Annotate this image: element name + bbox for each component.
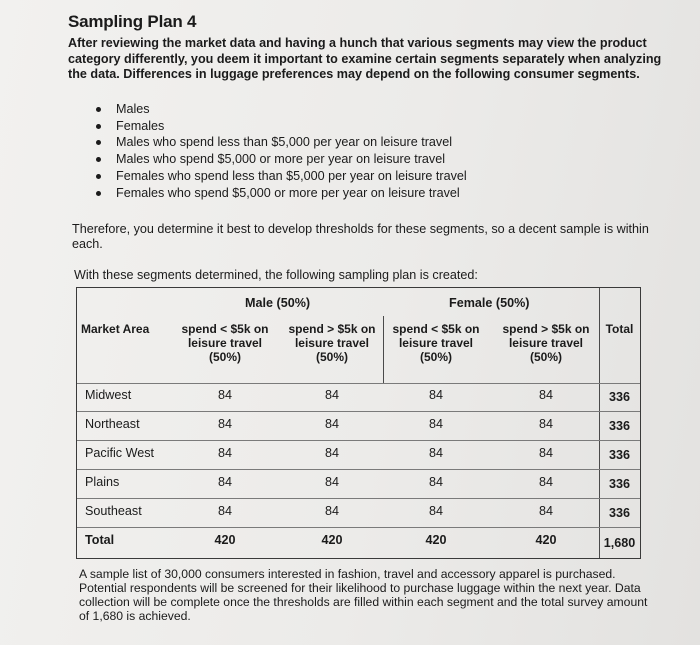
column-header-female-over-5k: spend > $5k on leisure travel (50%) <box>502 322 590 364</box>
table-cell-area: Total <box>85 533 115 547</box>
table-cell: 84 <box>217 475 232 489</box>
table-cell-area: Plains <box>85 475 120 489</box>
page-title: Sampling Plan 4 <box>68 12 197 31</box>
sampling-plan-table <box>76 287 641 559</box>
column-header-female-under-5k: spend < $5k on leisure travel (50%) <box>392 322 480 364</box>
table-cell-total: 1,680 <box>603 536 636 550</box>
list-item <box>94 151 467 168</box>
grid-line <box>77 440 640 441</box>
list-item <box>94 101 467 118</box>
bullet-icon <box>96 174 101 179</box>
table-cell: 84 <box>324 388 339 402</box>
table-cell: 420 <box>535 533 557 547</box>
table-cell: 84 <box>538 504 553 518</box>
column-header-market-area: Market Area <box>81 322 150 336</box>
table-cell: 84 <box>538 388 553 402</box>
table-cell-total: 336 <box>608 448 630 462</box>
bullet-icon <box>96 157 101 162</box>
table-cell-area: Northeast <box>85 417 140 431</box>
table-cell-area: Pacific West <box>85 446 155 460</box>
table-cell: 84 <box>538 417 553 431</box>
table-cell: 84 <box>217 446 232 460</box>
table-cell-total: 336 <box>608 390 630 404</box>
grid-line <box>77 411 640 412</box>
table-cell: 84 <box>324 417 339 431</box>
table-cell: 84 <box>428 446 443 460</box>
column-header-male-over-5k: spend > $5k on leisure travel (50%) <box>288 322 376 364</box>
segment-text: Males who spend less than $5,000 per year on leisure travel <box>116 135 453 150</box>
list-item <box>94 185 467 202</box>
intro-paragraph: After reviewing the market data and having a hunch that various segments may view the product category differently, you deem it important to examine certain segments separately when analyzing the data. Differences in luggage preferences may depend on the following consumer segments. <box>68 36 662 82</box>
segment-text: Males <box>116 102 150 116</box>
group-header-male: Male (50%) <box>245 296 311 310</box>
bullet-icon <box>96 107 101 112</box>
table-cell: 84 <box>324 475 339 489</box>
column-header-male-under-5k: spend < $5k on leisure travel (50%) <box>181 322 269 364</box>
table-cell: 84 <box>428 388 443 402</box>
plan-caption: With these segments determined, the following sampling plan is created: <box>74 268 478 282</box>
table-cell: 84 <box>428 417 443 431</box>
segment-text: Females who spend $5,000 or more per year on leisure travel <box>116 185 460 200</box>
table-cell: 420 <box>425 533 447 547</box>
table-cell: 84 <box>324 504 339 518</box>
grid-line <box>383 316 384 383</box>
segment-list <box>94 101 467 201</box>
table-cell-total: 336 <box>608 477 630 491</box>
list-item <box>94 134 467 151</box>
table-cell-area: Southeast <box>85 504 142 518</box>
table-cell: 84 <box>538 475 553 489</box>
column-header-total: Total <box>605 322 634 336</box>
segment-text: Females who spend less than $5,000 per year on leisure travel <box>116 168 467 183</box>
table-cell: 420 <box>321 533 343 547</box>
grid-line <box>77 288 78 558</box>
grid-line <box>77 383 640 384</box>
table-cell-total: 336 <box>608 419 630 433</box>
grid-line <box>77 527 640 528</box>
list-item <box>94 118 467 135</box>
table-cell: 84 <box>217 417 232 431</box>
grid-line <box>77 498 640 499</box>
therefore-paragraph: Therefore, you determine it best to develop thresholds for these segments, so a decent sample is within each. <box>72 222 649 251</box>
table-cell: 84 <box>324 446 339 460</box>
table-cell-total: 336 <box>608 506 630 520</box>
table-cell: 84 <box>538 446 553 460</box>
list-item <box>94 168 467 185</box>
footer-paragraph: A sample list of 30,000 consumers interested in fashion, travel and accessory apparel is purchased. Potential respondents will be screened for their likelihood to purchase luggage within the next year. Data collection will be complete once the thresholds are filled within each segment and the total survey amount of 1,680 is achieved. <box>79 567 648 623</box>
bullet-icon <box>96 191 101 196</box>
table-cell: 84 <box>217 388 232 402</box>
table-cell: 420 <box>214 533 236 547</box>
group-header-female: Female (50%) <box>449 296 530 310</box>
segment-text: Males who spend $5,000 or more per year on leisure travel <box>116 152 446 167</box>
grid-line <box>77 469 640 470</box>
table-cell: 84 <box>428 475 443 489</box>
bullet-icon <box>96 140 101 145</box>
bullet-icon <box>96 124 101 129</box>
table-cell-area: Midwest <box>85 388 132 402</box>
segment-text: Females <box>116 118 165 133</box>
table-cell: 84 <box>428 504 443 518</box>
table-cell: 84 <box>217 504 232 518</box>
